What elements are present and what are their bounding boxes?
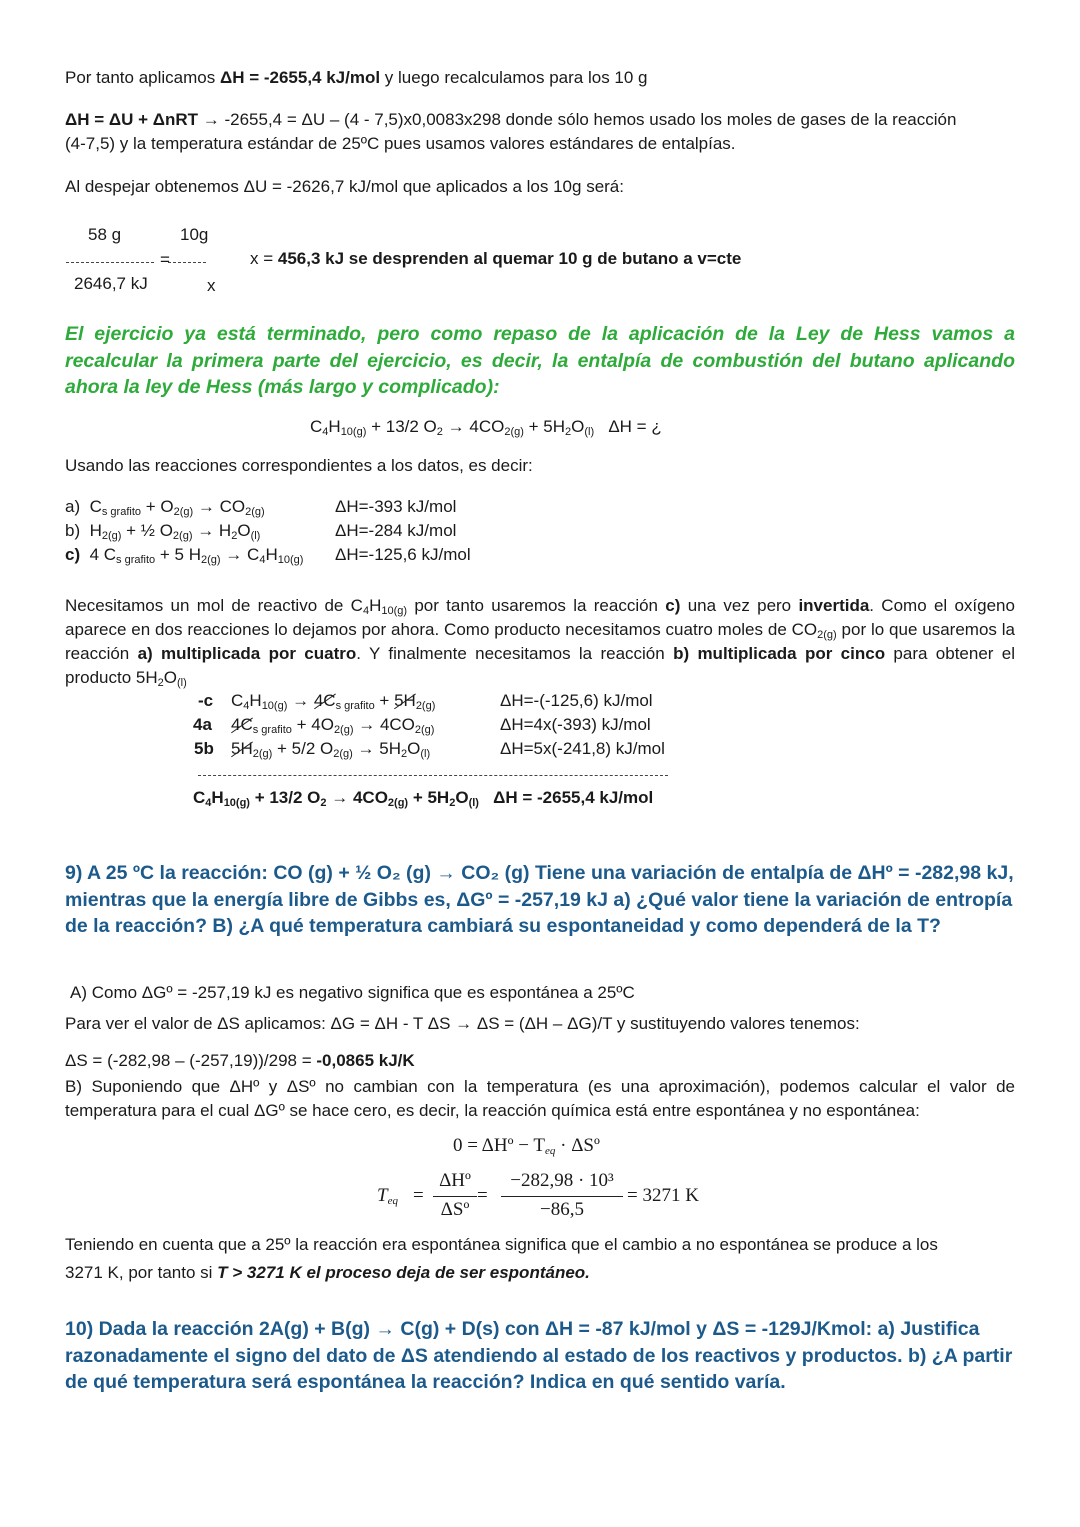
teq-letter: T	[377, 1185, 388, 1206]
equals-1: =	[413, 1185, 424, 1206]
proportion-equals: =	[160, 250, 170, 269]
equals-2: =	[477, 1185, 488, 1206]
relation-text: → -2655,4 = ΔU – (4 - 7,5)x0,0083x298 donde sólo hemos usado los moles de gases de la reacción	[198, 110, 957, 129]
combo-reaction-c: $C_4H_{10(g)} \to 4C_{s grafito} + 5H_{2(g)}$	[231, 691, 436, 712]
reaction-a-label: a)	[65, 497, 81, 516]
reaction-c-label: c)	[65, 545, 81, 564]
entropy-calc: ΔS = (-282,98 – (-257,19))/298 =	[65, 1051, 317, 1070]
proportion-result	[250, 249, 741, 269]
teq-sub: eq	[387, 1195, 398, 1207]
conclusion-line2	[65, 1263, 590, 1283]
question-10: 10) Dada la reacción 2A(g) + B(g) → C(g) + D(s) con ΔH = -87 kJ/mol y ΔS = -129J/Kmol: a) Justifica razonadamente el signo del dato de ΔS atendiendo al estado de los reactivos y productos. b) ¿A partir de qué temperatura será espontánea la reacción? Indica en qué sentido varía.	[65, 1318, 1013, 1393]
proportion-line-1	[66, 262, 154, 263]
question-9: 9) A 25 ºC la reacción: CO (g) + ½ O₂ (g) → CO₂ (g) Tiene una variación de entalpía de ΔHº = -282,98 kJ, mientras que la energía libre de Gibbs es, ΔGº = -257,19 kJ a) ¿Qué valor tiene la variación de entropía de la reacción? B) ¿A qué temperatura cambiará su espontaneidad y como dependerá de la T?	[65, 862, 1014, 937]
solve-line: Al despejar obtenemos ΔU = -2626,7 kJ/mol que aplicados a los 10g será:	[65, 177, 624, 196]
equilibrium-equation	[453, 1135, 600, 1157]
eq1-main: 0 = ΔHº − T	[453, 1135, 545, 1156]
proportion-num1: 58 g	[88, 225, 122, 244]
strategy-paragraph: Necesitamos un mol de reactivo de $C_4H_{10(g)}$ por tanto usaremos la reacción c) una vez pero invertida. Como el oxígeno aparece en dos reacciones lo dejamos por ahora. Como producto necesitamos cuatro moles de $CO_{2(g)}$ por lo que usaremos la reacción a) multiplicada por cuatro. Y finalmente necesitamos la reacción b) multiplicada por cinco para obtener el producto $5H_2O_{(l)}$	[65, 596, 1016, 689]
intro-tail: y luego recalculamos para los 10 g	[380, 68, 648, 87]
answer-9-b: B) Suponiendo que ΔHº y ΔSº no cambian con la temperatura (es una aproximación), podemos calcular el valor de temperatura para el cual ΔGº se hace cero, es decir, la reacción química está entre espontánea y no espontánea:	[65, 1077, 1015, 1120]
strategy-b1: c)	[665, 596, 681, 615]
result-prefix: x =	[250, 249, 278, 268]
conclusion-pre: 3271 K, por tanto si	[65, 1263, 218, 1282]
combo-reaction-a: $4C_{s grafito} + 4O_{2(g)} \to 4CO_{2(g)}$	[231, 715, 435, 736]
combo-reaction-b: $5H_{2(g)} + 5/2$ $O_{2(g)} \to 5H_2O_{(l)}$	[231, 739, 431, 760]
data-intro: Usando las reacciones correspondientes a los datos, es decir:	[65, 456, 533, 475]
answer-9-formula: Para ver el valor de ΔS aplicamos: ΔG = ΔH - T ΔS → ΔS = (ΔH – ΔG)/T y sustituyendo valores tenemos:	[65, 1014, 860, 1033]
reaction-c-dh: ΔH=-125,6 kJ/mol	[335, 545, 471, 564]
strategy-s7: para obtener el producto	[65, 644, 1016, 687]
frac1-bar	[433, 1196, 477, 1197]
teq-result: = 3271 K	[627, 1185, 699, 1206]
combo-total-dh: ΔH = -2655,4 kJ/mol	[493, 788, 654, 807]
strategy-s5: por lo que usaremos la reacción	[65, 620, 1015, 663]
answer-9-a: A) Como ΔGº = -257,19 kJ es negativo significa que es espontánea a 25ºC	[70, 983, 635, 1002]
result-bold: 456,3 kJ se desprenden al quemar 10 g de butano a v=cte	[277, 249, 742, 268]
answer-9-result	[65, 1051, 415, 1071]
reaction-c: c) 4 $C_{s grafito} + 5$ $H_{2(g)} \to C_4H_{10(g)}$	[65, 545, 304, 566]
sum-divider	[198, 775, 668, 776]
eq1-sub: eq	[544, 1145, 556, 1157]
strategy-b2: invertida	[798, 596, 870, 615]
intro-bold: ΔH = -2655,4 kJ/mol	[219, 68, 381, 87]
strategy-s1: Necesitamos un mol de reactivo de	[65, 596, 351, 615]
intro-text: Por tanto aplicamos	[65, 68, 220, 87]
target-dh: ΔH = ¿	[608, 417, 662, 436]
strategy-s4: . Como el oxígeno aparece en dos reacciones lo dejamos por ahora. Como producto necesitamos cuatro moles de	[65, 596, 1015, 639]
eq1-tail: · ΔSº	[555, 1135, 600, 1156]
combo-label-c: -c	[198, 691, 214, 710]
frac2-bar	[501, 1196, 623, 1197]
proportion-den2: x	[207, 276, 216, 295]
conclusion-line1: Teniendo en cuenta que a 25º la reacción era espontánea significa que el cambio a no espontánea se produce a los	[65, 1235, 938, 1254]
strategy-s6: . Y finalmente necesitamos la reacción	[356, 644, 674, 663]
target-reaction: $C_4H_{10(g)} + 13/2$ $O_2 \to 4CO_{2(g)} + 5H_2O_{(l)}$ ΔH = ¿	[310, 417, 662, 438]
reaction-a-dh: ΔH=-393 kJ/mol	[335, 497, 457, 516]
proportion-line-2	[168, 262, 206, 263]
proportion-den1: 2646,7 kJ	[74, 274, 148, 293]
reaction-a: a) $C_{s grafito} + O_{2(g)} \to CO_{2(g)}$	[65, 497, 265, 518]
strategy-b4: b) multiplicada por cinco	[673, 644, 886, 663]
reaction-b-dh: ΔH=-284 kJ/mol	[335, 521, 457, 540]
combo-dh-c: ΔH=-(-125,6) kJ/mol	[500, 691, 653, 710]
green-review-note: El ejercicio ya está terminado, pero como repaso de la aplicación de la Ley de Hess vamos a recalcular la primera parte del ejercicio, es decir, la entalpía de combustión del butano aplicando ahora la ley de Hess (más largo y complicado):	[65, 323, 1015, 398]
conclusion-bold: T > 3271 K el proceso deja de ser espontáneo.	[217, 1263, 590, 1282]
enthalpy-relation	[65, 108, 1015, 156]
reaction-b-label: b)	[65, 521, 81, 540]
combo-label-a: 4a	[193, 715, 212, 734]
teq-symbol	[377, 1185, 398, 1207]
frac1-numerator: ΔHº	[439, 1170, 471, 1191]
entropy-value: -0,0865 kJ/K	[316, 1051, 415, 1070]
frac1-denominator: ΔSº	[440, 1199, 470, 1220]
frac2-denominator: −86,5	[540, 1199, 584, 1220]
strategy-s2: por tanto usaremos la reacción	[407, 596, 666, 615]
combo-dh-a: ΔH=4x(-393) kJ/mol	[500, 715, 651, 734]
combo-label-b: 5b	[194, 739, 214, 758]
relation-bold: ΔH = ΔU + ΔnRT	[65, 110, 199, 129]
strategy-b3: a) multiplicada por cuatro	[137, 644, 357, 663]
reaction-b: b) $H_{2(g)}$ + ½ $O_{2(g)} \to H_2O_{(l)}$	[65, 521, 261, 542]
strategy-s3: una vez pero	[680, 596, 799, 615]
combo-dh-b: ΔH=5x(-241,8) kJ/mol	[500, 739, 665, 758]
combo-total-reaction: $C_4H_{10(g)} + 13/2$ $O_2 \to 4CO_{2(g)} + 5H_2O_{(l)}$ ΔH = -2655,4 kJ/mol	[193, 788, 654, 809]
intro-line	[65, 66, 1015, 90]
relation-line2: (4-7,5) y la temperatura estándar de 25ºC pues usamos valores estándares de entalpías.	[65, 134, 736, 153]
frac2-numerator: −282,98 · 10³	[510, 1170, 614, 1191]
proportion-num2: 10g	[180, 225, 209, 244]
